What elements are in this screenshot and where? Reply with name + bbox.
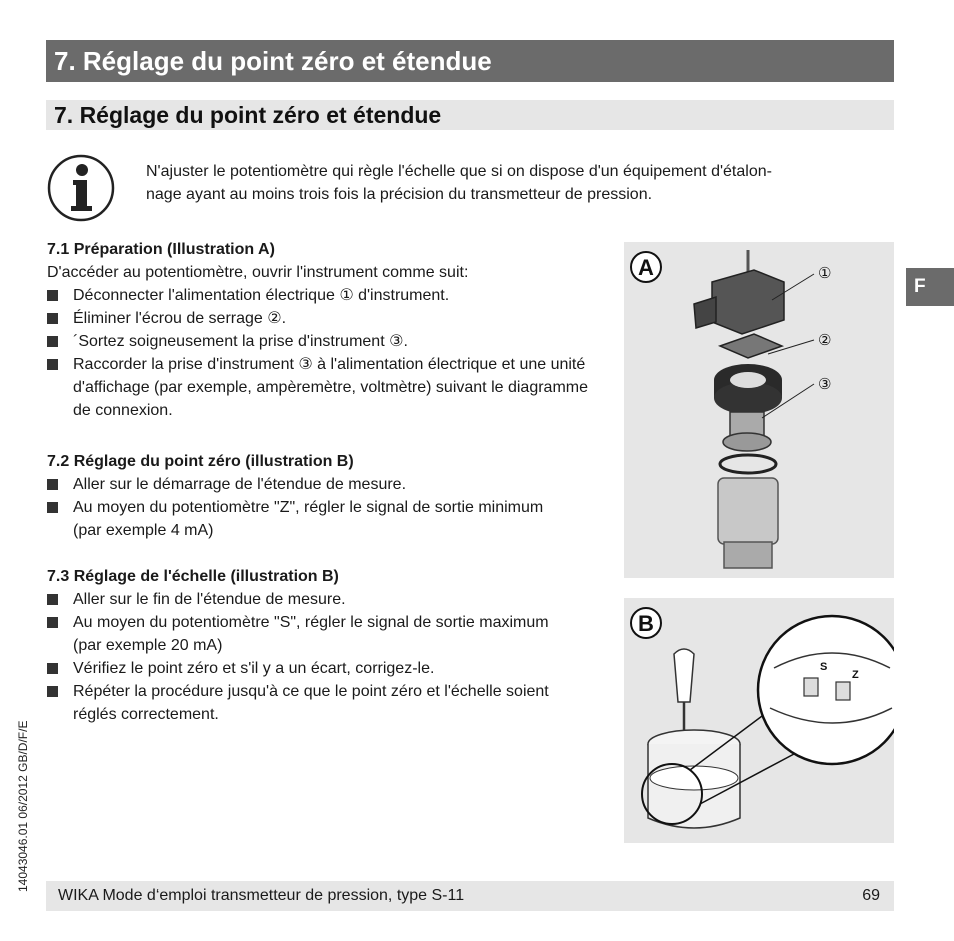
list-item: Raccorder la prise d'instrument ③ à l'alimentation électrique et une unité d'affichage (par exemple, ampèremètre, voltmètre) suivant le diagramme de connexion. [47,353,593,422]
figure-label: A [638,255,654,280]
bullet-list [47,588,557,726]
list-item: Au moyen du potentiomètre "Z", régler le signal de sortie minimum (par exemple 4 mA) [47,496,547,542]
square-bullet-icon [47,313,58,324]
bullet-list [47,284,607,422]
pot-z-label: Z [852,669,859,681]
section-span [47,565,607,726]
callout-1: ① [818,264,832,282]
list-item: Aller sur le fin de l'étendue de mesure. [47,588,557,611]
exploded-view-drawing [624,242,894,578]
square-bullet-icon [47,359,58,370]
square-bullet-icon [47,617,58,628]
figure-label: B [638,611,654,636]
info-note [146,160,886,206]
square-bullet-icon [47,479,58,490]
page-number: 69 [862,887,880,904]
list-item: Éliminer l'écrou de serrage ②. [47,307,607,330]
illustration-a [624,242,894,578]
section-preparation [47,238,607,422]
info-icon [47,154,115,222]
list-item: ´Sortez soigneusement la prise d'instrument ③. [47,330,607,353]
illustration-b [624,598,894,843]
language-tab: F [906,268,954,306]
section-title: 7. Réglage du point zéro et étendue [46,100,894,130]
list-item: Aller sur le démarrage de l'étendue de mesure. [47,473,547,496]
section-heading: 7.2 Réglage du point zéro (illustration B) [47,453,354,470]
section-intro: D'accéder au potentiomètre, ouvrir l'instrument comme suit: [47,264,469,281]
square-bullet-icon [47,663,58,674]
list-item: Déconnecter l'alimentation électrique ① d'instrument. [47,284,607,307]
chapter-banner: 7. Réglage du point zéro et étendue [46,40,894,82]
list-item: Répéter la procédure jusqu'à ce que le point zéro et l'échelle soient réglés correctement. [47,680,557,726]
section-heading: 7.3 Réglage de l'échelle (illustration B) [47,568,339,585]
document-code: 14043046.01 06/2012 GB/D/F/E [16,720,30,892]
info-note-line: N'ajuster le potentiomètre qui règle l'échelle que si on dispose d'un équipement d'étalon- [146,163,772,180]
section-zero-point [47,450,607,542]
square-bullet-icon [47,336,58,347]
callout-3: ③ [818,375,832,393]
bullet-list [47,473,547,542]
square-bullet-icon [47,502,58,513]
section-heading: 7.1 Préparation (Illustration A) [47,241,275,258]
square-bullet-icon [47,686,58,697]
list-item: Au moyen du potentiomètre "S", régler le signal de sortie maximum (par exemple 20 mA) [47,611,557,657]
footer-text: WIKA Mode d‘emploi transmetteur de pression, type S-11 [58,887,465,904]
callout-2: ② [818,331,832,349]
square-bullet-icon [47,290,58,301]
list-item: Vérifiez le point zéro et s'il y a un écart, corrigez-le. [47,657,557,680]
square-bullet-icon [47,594,58,605]
page-footer [46,881,894,911]
info-note-line: nage ayant au moins trois fois la précision du transmetteur de pression. [146,186,653,203]
pot-s-label: S [820,661,828,673]
potentiometer-adjustment-drawing [624,598,894,843]
